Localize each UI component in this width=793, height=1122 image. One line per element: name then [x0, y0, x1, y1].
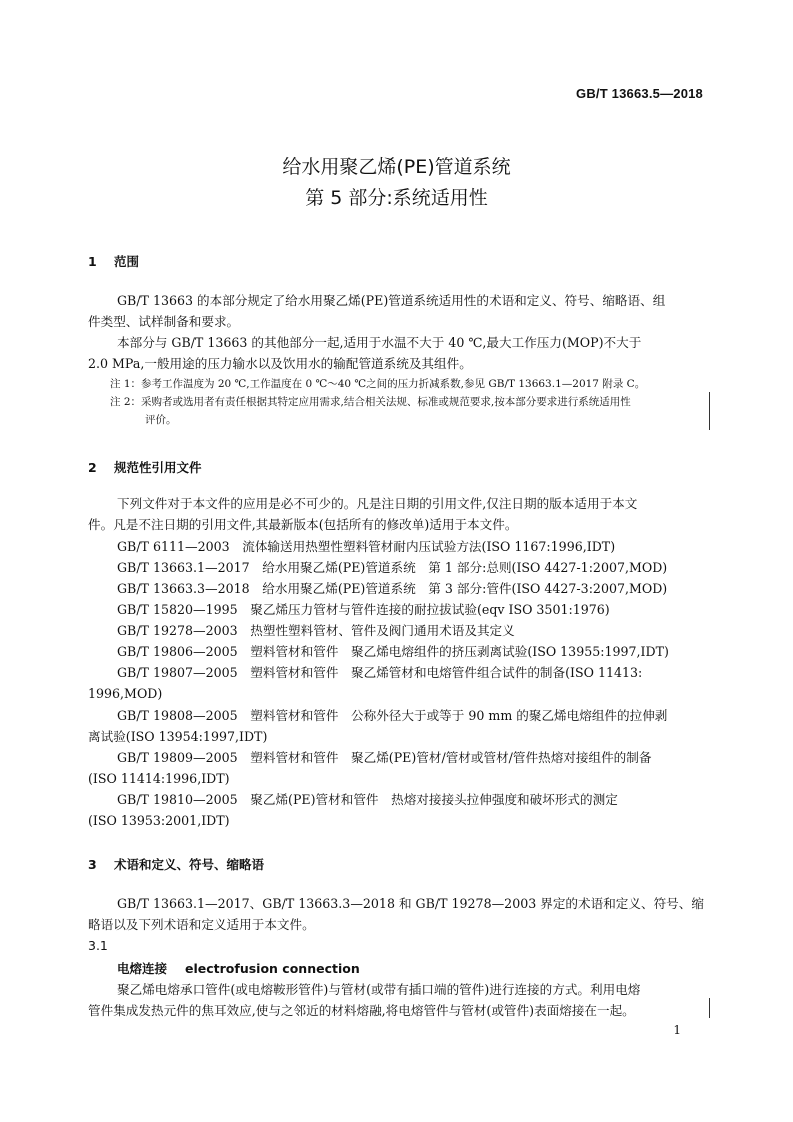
reference-item-continued: (ISO 11414:1996,IDT) — [88, 771, 230, 786]
paragraph-line: 2.0 MPa,一般用途的压力输水以及饮用水的输配管道系统及其组件。 — [88, 356, 472, 371]
reference-item: GB/T 19810—2005 聚乙烯(PE)管材和管件 热熔对接接头拉伸强度和破坏形式的测定 — [117, 792, 618, 807]
paragraph-line: GB/T 13663 的本部分规定了给水用聚乙烯(PE)管道系统适用性的术语和定义、符号、缩略语、组 — [117, 293, 666, 308]
reference-item: GB/T 19806—2005 塑料管材和管件 聚乙烯电熔组件的挤压剥离试验(ISO 13955:1997,IDT) — [117, 644, 669, 659]
paragraph-line: 下列文件对于本文件的应用是必不可少的。凡是注日期的引用文件,仅注日期的版本适用于本文 — [117, 496, 638, 511]
section-title: 规范性引用文件 — [114, 460, 202, 475]
reference-item: GB/T 19807—2005 塑料管材和管件 聚乙烯管材和电熔管件组合试件的制备(ISO 11413: — [117, 665, 643, 680]
section-1-heading — [88, 252, 139, 270]
reference-item: GB/T 19808—2005 塑料管材和管件 公称外径大于或等于 90 mm 的聚乙烯电熔组件的拉伸剥 — [117, 708, 668, 723]
section-title: 范围 — [114, 254, 140, 269]
revision-bar — [709, 392, 710, 430]
reference-item: GB/T 15820—1995 聚乙烯压力管材与管件连接的耐拉拔试验(eqv ISO 3501:1976) — [117, 602, 610, 617]
revision-bar — [709, 998, 710, 1018]
note-2: 注 2：采购者或选用者有责任根据其特定应用需求,结合相关法规、标准或规范要求,按本部分要求进行系统适用性 — [110, 396, 631, 408]
definition-line: 聚乙烯电熔承口管件(或电熔鞍形管件)与管材(或带有插口端的管件)进行连接的方式。利用电熔 — [117, 982, 641, 997]
reference-item: GB/T 6111—2003 流体输送用热塑性塑料管材耐内压试验方法(ISO 1167:1996,IDT) — [117, 539, 616, 554]
reference-item-continued: 1996,MOD) — [88, 686, 163, 701]
reference-item-continued: (ISO 13953:2001,IDT) — [88, 813, 230, 828]
paragraph-line: 略语以及下列术语和定义适用于本文件。 — [88, 917, 315, 932]
paragraph-line: 件类型、试样制备和要求。 — [88, 314, 240, 329]
reference-item-continued: 离试验(ISO 13954:1997,IDT) — [88, 729, 268, 744]
section-2-heading — [88, 458, 202, 476]
term-english: electrofusion connection — [185, 961, 360, 976]
definition-line: 管件集成发热元件的焦耳效应,使与之邻近的材料熔融,将电熔管件与管材(或管件)表面熔接在一起。 — [88, 1003, 635, 1018]
term-entry — [117, 959, 360, 977]
page-number: 1 — [673, 1023, 681, 1037]
section-title: 术语和定义、符号、缩略语 — [114, 857, 265, 872]
document-title: 给水用聚乙烯(PE)管道系统 — [282, 156, 511, 178]
term-chinese: 电熔连接 — [117, 961, 168, 976]
reference-item: GB/T 19278—2003 热塑性塑料管材、管件及阀门通用术语及其定义 — [117, 623, 515, 638]
section-number: 1 — [88, 254, 97, 269]
note-1: 注 1：参考工作温度为 20 ℃,工作温度在 0 ℃～40 ℃之间的压力折减系数,参见 GB/T 13663.1—2017 附录 C。 — [110, 378, 646, 390]
reference-item: GB/T 19809—2005 塑料管材和管件 聚乙烯(PE)管材/管材或管材/管件热熔对接组件的制备 — [117, 750, 652, 765]
note-2-continued — [110, 411, 704, 429]
note-text: 评价。 — [145, 414, 177, 426]
term-number: 3.1 — [88, 938, 108, 953]
reference-item: GB/T 13663.3—2018 给水用聚乙烯(PE)管道系统 第 3 部分:管件(ISO 4427-3:2007,MOD) — [117, 581, 668, 596]
section-number: 2 — [88, 460, 97, 475]
paragraph-line: 件。凡是不注日期的引用文件,其最新版本(包括所有的修改单)适用于本文件。 — [88, 517, 518, 532]
paragraph-line: GB/T 13663.1—2017、GB/T 13663.3—2018 和 GB/T 19278—2003 界定的术语和定义、符号、缩 — [117, 896, 704, 911]
document-subtitle: 第 5 部分:系统适用性 — [305, 187, 488, 209]
standard-number: GB/T 13663.5—2018 — [576, 86, 703, 101]
section-number: 3 — [88, 857, 97, 872]
section-3-heading — [88, 855, 264, 873]
reference-item: GB/T 13663.1—2017 给水用聚乙烯(PE)管道系统 第 1 部分:总则(ISO 4427-1:2007,MOD) — [117, 560, 668, 575]
paragraph-line: 本部分与 GB/T 13663 的其他部分一起,适用于水温不大于 40 ℃,最大工作压力(MOP)不大于 — [117, 335, 642, 350]
